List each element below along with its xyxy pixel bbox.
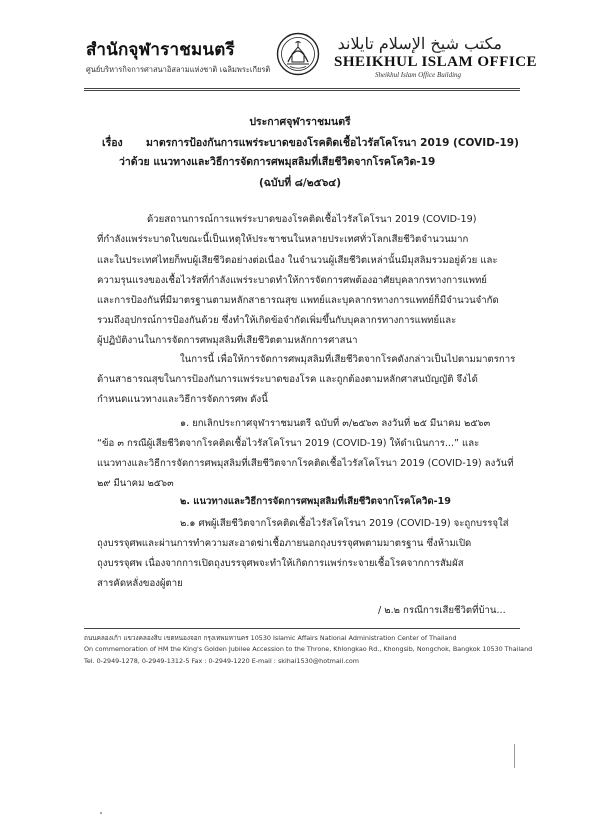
- paragraph-3-line: ๒๙ มีนาคม ๒๕๖๓: [97, 478, 174, 489]
- edition-number: (ฉบับที่ ๘/๒๕๖๔): [258, 177, 342, 189]
- paragraph-4-line: ถุงบรรจุศพ เนื่องจากการเปิดถุงบรรจุศพจะทำให้เกิดการแพร่กระจายเชื้อโรคจากการสัมผัส: [97, 558, 464, 569]
- letterhead-english: [334, 34, 538, 79]
- paragraph-4-line: ๒.๑ ศพผู้เสียชีวิตจากโรคติดเชื้อไวรัสโคโรนา 2019 (COVID-19) จะถูกบรรจุใส่: [180, 518, 509, 529]
- header-divider: [84, 88, 520, 89]
- footer-contact: Tel. 0-2949-1278, 0-2949-1312-5 Fax : 0-2949-1220 E-mail : skihal1530@hotmail.com: [84, 657, 359, 665]
- english-building-name: Sheikhul Islam Office Building: [374, 71, 462, 79]
- paragraph-2-line: กำหนดแนวทางและวิธีการจัดการศพ ดังนี้: [97, 394, 268, 405]
- scan-mark: [514, 744, 515, 768]
- paragraph-1-line: รวมถึงอุปกรณ์การป้องกันด้วย ซึ่งทำให้เกิดข้อจำกัดเพิ่มขึ้นกับบุคลากรทางการแพทย์และ: [97, 315, 457, 326]
- arabic-office-name: مكتب شيخ الإسلام تايلاند: [337, 34, 502, 53]
- paragraph-3-line: ๑. ยกเลิกประกาศจุฬาราชมนตรี ฉบับที่ ๓/๒๕๖๓ ลงวันที่ ๒๕ มีนาคม ๒๕๖๓: [180, 418, 491, 429]
- subject-line-2: ว่าด้วย แนวทางและวิธีการจัดการศพมุสลิมที่เสียชีวิตจากโรคโควิด-19: [119, 156, 436, 168]
- paragraph-4-line: สารคัดหลั่งของผู้ตาย: [97, 578, 183, 589]
- paragraph-3-line: “ข้อ ๓ กรณีผู้เสียชีวิตจากโรคติดเชื้อไวรัสโคโรนา 2019 (COVID-19) ให้ดำเนินการ...” และ: [97, 438, 480, 449]
- footer-address: ถนนคลองเก้า แขวงคลองสิบ เขตหนองจอก กรุงเทพมหานคร 10530 Islamic Affairs National Administration Center of Thailand: [84, 634, 457, 642]
- subject-line-1: มาตรการป้องกันการแพร่ระบาดของโรคติดเชื้อไวรัสโคโรนา 2019 (COVID-19): [146, 137, 519, 149]
- paragraph-2-line: ด้านสาธารณสุขในการป้องกันการแพร่ระบาดของโรค และถูกต้องตามหลักศาสนบัญญัติ จึงได้: [97, 374, 478, 385]
- office-seal-icon: [276, 32, 320, 76]
- english-office-name: SHEIKHUL ISLAM OFFICE: [334, 54, 538, 70]
- paragraph-1-line: และในประเทศไทยก็พบผู้เสียชีวิตอย่างต่อเนื่อง ในจำนวนผู้เสียชีวิตเหล่านั้นมีมุสลิมรวมอยู่ด้วย และ: [97, 255, 498, 266]
- paragraph-1-line: ผู้ปฏิบัติงานในการจัดการศพมุสลิมที่เสียชีวิตตามหลักการศาสนา: [97, 335, 358, 346]
- footer-english-address: On commemoration of HM the King's Golden Jubilee Accession to the Throne, Khlongkao Rd., Khongsib, Nongchok, Bangkok 10530 Thailand: [84, 645, 533, 653]
- paragraph-1-line: ที่กำลังแพร่ระบาดในขณะนี้เป็นเหตุให้ประชาชนในหลายประเทศทั่วโลกเสียชีวิตจำนวนมาก: [97, 234, 469, 245]
- continuation-note: / ๒.๒ กรณีการเสียชีวิตที่บ้าน...: [378, 605, 506, 616]
- paragraph-1-line: ด้วยสถานการณ์การแพร่ระบาดของโรคติดเชื้อไวรัสโคโรนา 2019 (COVID-19): [147, 214, 477, 225]
- subject-label: เรื่อง: [102, 137, 123, 149]
- paragraph-3-line: แนวทางและวิธีการจัดการศพมุสลิมที่เสียชีวิตจากโรคติดเชื้อไวรัสโคโรนา 2019 (COVID-19) ลงวันที่: [97, 458, 514, 469]
- paragraph-1-line: ความรุนแรงของเชื้อไวรัสที่กำลังแพร่ระบาดทำให้การจัดการศพต้องอาศัยบุคลากรทางการแพทย์: [97, 275, 487, 286]
- paragraph-1-line: และการป้องกันที่มีมาตรฐานตามหลักสาธารณสุข แพทย์และบุคลากรทางการแพทย์ก็มีจำนวนจำกัด: [97, 295, 499, 306]
- letterhead-thai: [86, 36, 286, 75]
- announcement-title: ประกาศจุฬาราชมนตรี: [249, 116, 351, 128]
- section-2-heading: ๒. แนวทางและวิธีการจัดการศพมุสลิมที่เสียชีวิตจากโรคโควิด-19: [180, 496, 451, 507]
- header-divider-thin: [84, 90, 520, 91]
- thai-office-name: สำนักจุฬาราชมนตรี: [86, 40, 235, 60]
- paragraph-4-line: ถุงบรรจุศพและผ่านการทำความสะอาดฆ่าเชื้อภายนอกถุงบรรจุศพตามมาตรฐาน ซึ่งห้ามเปิด: [97, 538, 472, 549]
- paragraph-2-line: ในการนี้ เพื่อให้การจัดการศพมุสลิมที่เสียชีวิตจากโรคดังกล่าวเป็นไปตามมาตรการ: [180, 354, 516, 365]
- thai-office-subtitle: ศูนย์บริหารกิจการศาสนาอิสลามแห่งชาติ เฉลิมพระเกียรติ: [86, 65, 271, 74]
- footer-divider: [84, 628, 520, 629]
- scan-speck: [100, 812, 102, 814]
